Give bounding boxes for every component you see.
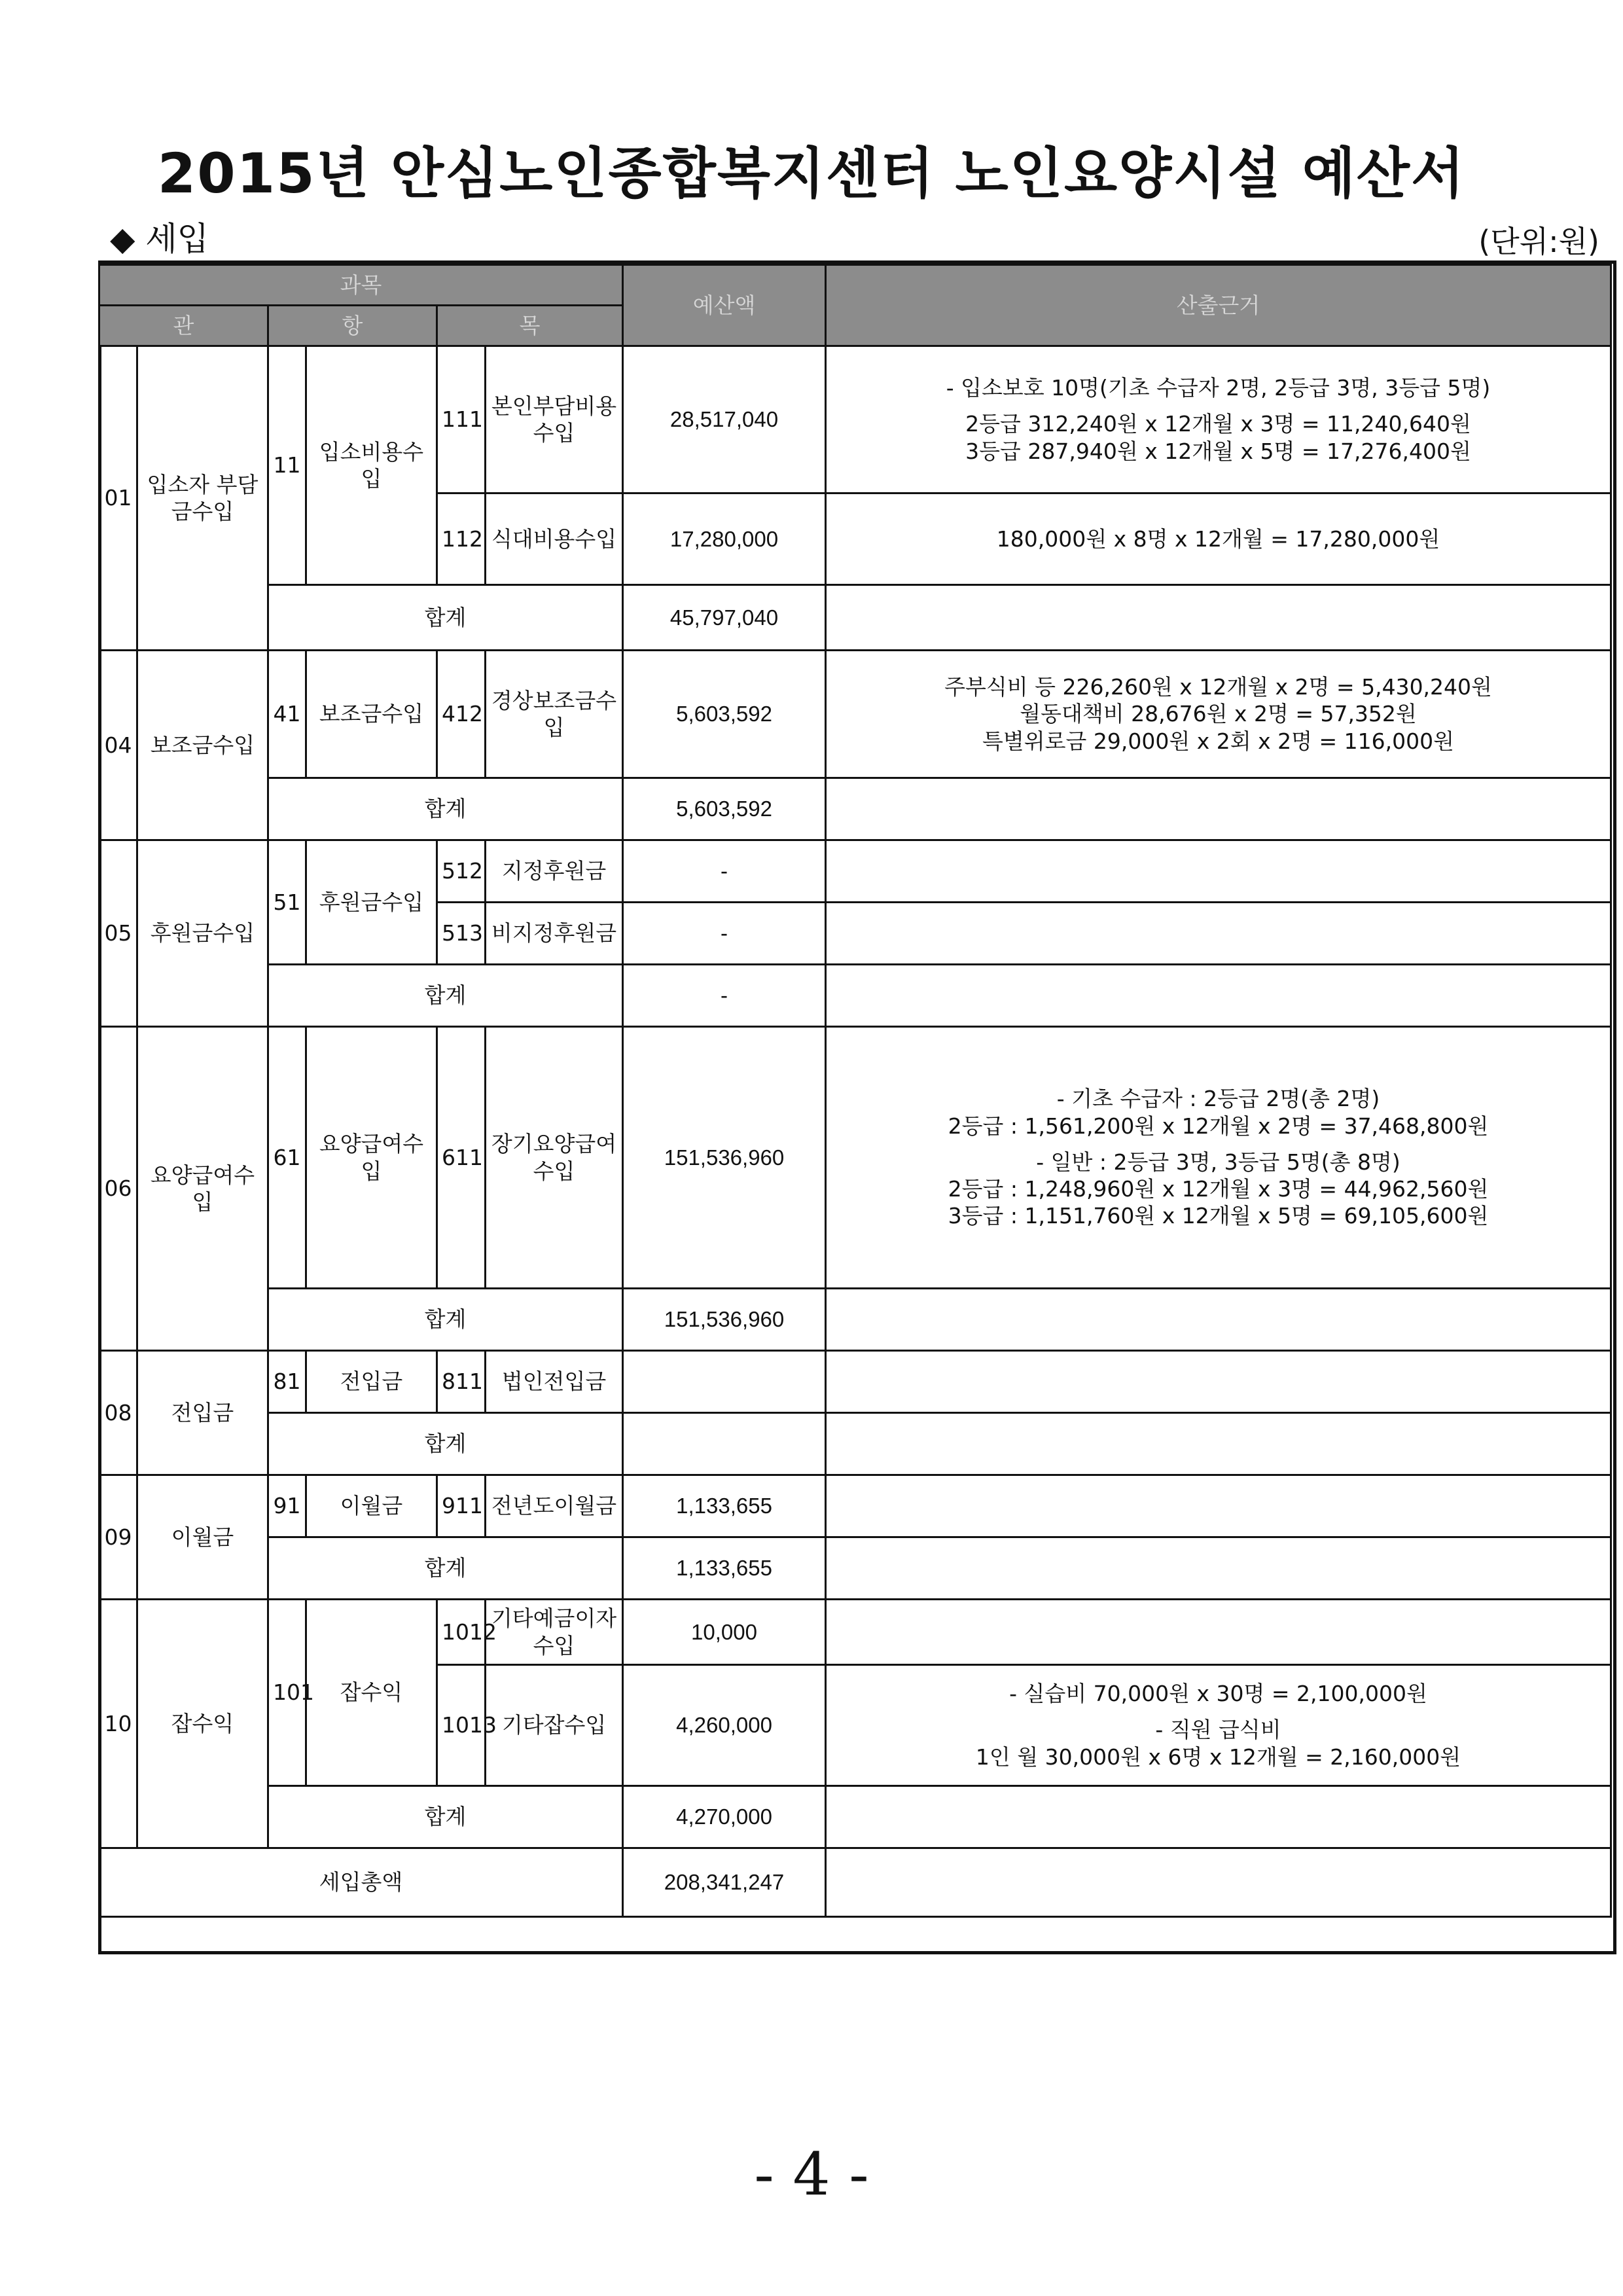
hang-name: 요양급여수입: [306, 1027, 437, 1289]
empty-basis: [826, 840, 1611, 903]
mok-code: 112: [437, 493, 486, 585]
basis-line: 3등급 287,940원 x 12개월 x 5명 = 17,276,400원: [965, 438, 1471, 464]
basis-line: - 실습비 70,000원 x 30명 = 2,100,000원: [1009, 1681, 1427, 1707]
amount: [623, 1351, 826, 1413]
empty-basis: [826, 1600, 1611, 1665]
empty-basis: [826, 1475, 1611, 1537]
total-label: 합계: [268, 1413, 623, 1475]
amount: 10,000: [623, 1600, 826, 1665]
basis-line: - 입소보호 10명(기초 수급자 2명, 2등급 3명, 3등급 5명): [946, 375, 1491, 401]
hang-name: 후원금수입: [306, 840, 437, 965]
hang-name: 입소비용수입: [306, 346, 437, 585]
header-mok: 목: [437, 306, 623, 346]
total-label: 합계: [268, 965, 623, 1027]
amount: -: [623, 903, 826, 965]
basis: [826, 1665, 1611, 1786]
empty-basis: [826, 778, 1611, 840]
page-number: - 4 -: [754, 2140, 869, 2209]
hang-name: 보조금수입: [306, 651, 437, 778]
budget-table: [98, 264, 1612, 1918]
mok-name: 전년도이월금: [486, 1475, 623, 1537]
header-basis: 산출근거: [826, 265, 1611, 346]
gwan-name: 입소자 부담금수입: [137, 346, 268, 651]
gwan-code: 10: [99, 1600, 137, 1848]
hang-code: 41: [268, 651, 306, 778]
mok-code: 811: [437, 1351, 486, 1413]
table-row: [99, 1600, 1611, 1665]
empty-basis: [826, 1351, 1611, 1413]
hang-code: 81: [268, 1351, 306, 1413]
basis-line: 특별위로금 29,000원 x 2회 x 2명 = 116,000원: [982, 728, 1454, 754]
empty-basis: [826, 585, 1611, 651]
empty-basis: [826, 965, 1611, 1027]
total-label: 합계: [268, 585, 623, 651]
basis-line: 2등급 312,240원 x 12개월 x 3명 = 11,240,640원: [965, 411, 1471, 437]
header-hang: 항: [268, 306, 437, 346]
gwan-code: 09: [99, 1475, 137, 1600]
total-amount: 4,270,000: [623, 1786, 826, 1848]
basis-line: 2등급 : 1,561,200원 x 12개월 x 2명 = 37,468,800원: [948, 1113, 1489, 1139]
gwan-name: 이월금: [137, 1475, 268, 1600]
mok-name: 본인부담비용수입: [486, 346, 623, 493]
amount: 17,280,000: [623, 493, 826, 585]
section-label: ◆ 세입: [110, 220, 209, 258]
gwan-name: 잡수익: [137, 1600, 268, 1848]
grand-total-amount: 208,341,247: [623, 1848, 826, 1917]
total-label: 합계: [268, 778, 623, 840]
basis: [826, 651, 1611, 778]
mok-code: 1013: [437, 1665, 486, 1786]
hang-code: 91: [268, 1475, 306, 1537]
table-row: [99, 1475, 1611, 1537]
mok-name: 장기요양급여수입: [486, 1027, 623, 1289]
mok-name: 지정후원금: [486, 840, 623, 903]
empty-basis: [826, 1413, 1611, 1475]
empty-basis: [826, 1289, 1611, 1351]
mok-name: 식대비용수입: [486, 493, 623, 585]
total-amount: -: [623, 965, 826, 1027]
basis-line: 3등급 : 1,151,760원 x 12개월 x 5명 = 69,105,600원: [948, 1203, 1489, 1229]
basis: [826, 1027, 1611, 1289]
table-row: [99, 346, 1611, 493]
header-gwan: 관: [99, 306, 268, 346]
basis-line: - 직원 급식비: [1155, 1717, 1281, 1743]
hang-code: 51: [268, 840, 306, 965]
table-row: [99, 651, 1611, 778]
hang-code: 11: [268, 346, 306, 585]
header-gwamok: 과목: [99, 265, 623, 306]
gwan-name: 보조금수입: [137, 651, 268, 840]
mok-name: 법인전입금: [486, 1351, 623, 1413]
gwan-name: 후원금수입: [137, 840, 268, 1027]
document-title: 2015년 안심노인종합복지센터 노인요양시설 예산서: [157, 141, 1466, 206]
hang-code: 61: [268, 1027, 306, 1289]
total-amount: [623, 1413, 826, 1475]
mok-code: 611: [437, 1027, 486, 1289]
mok-code: 1012: [437, 1600, 486, 1665]
total-row: [99, 778, 1611, 840]
header-amount: 예산액: [623, 265, 826, 346]
amount: 151,536,960: [623, 1027, 826, 1289]
total-row: [99, 1413, 1611, 1475]
basis-line: 1인 월 30,000원 x 6명 x 12개월 = 2,160,000원: [975, 1744, 1461, 1770]
amount: 5,603,592: [623, 651, 826, 778]
grand-total-label: 세입총액: [99, 1848, 623, 1917]
table-row: [99, 840, 1611, 903]
basis-line: 2등급 : 1,248,960원 x 12개월 x 3명 = 44,962,560원: [948, 1176, 1489, 1202]
total-label: 합계: [268, 1289, 623, 1351]
total-amount: 1,133,655: [623, 1537, 826, 1600]
mok-name: 비지정후원금: [486, 903, 623, 965]
hang-name: 전입금: [306, 1351, 437, 1413]
mok-code: 111: [437, 346, 486, 493]
total-amount: 45,797,040: [623, 585, 826, 651]
table-row: [99, 1027, 1611, 1289]
empty-basis: [826, 1786, 1611, 1848]
total-amount: 5,603,592: [623, 778, 826, 840]
empty-basis: [826, 1848, 1611, 1917]
mok-name: 기타예금이자수입: [486, 1600, 623, 1665]
amount: -: [623, 840, 826, 903]
total-label: 합계: [268, 1786, 623, 1848]
gwan-name: 요양급여수입: [137, 1027, 268, 1351]
mok-name: 기타잡수입: [486, 1665, 623, 1786]
total-row: [99, 1786, 1611, 1848]
gwan-name: 전입금: [137, 1351, 268, 1475]
total-row: [99, 1289, 1611, 1351]
gwan-code: 08: [99, 1351, 137, 1475]
gwan-code: 06: [99, 1027, 137, 1351]
total-row: [99, 965, 1611, 1027]
amount: 4,260,000: [623, 1665, 826, 1786]
empty-basis: [826, 903, 1611, 965]
basis-line: - 일반 : 2등급 3명, 3등급 5명(총 8명): [1036, 1149, 1400, 1175]
gwan-code: 04: [99, 651, 137, 840]
total-row: [99, 1537, 1611, 1600]
total-row: [99, 585, 1611, 651]
hang-code: 101: [268, 1600, 306, 1786]
basis: [826, 346, 1611, 493]
basis-line: 주부식비 등 226,260원 x 12개월 x 2명 = 5,430,240원: [944, 674, 1492, 700]
hang-name: 이월금: [306, 1475, 437, 1537]
mok-code: 512: [437, 840, 486, 903]
mok-code: 412: [437, 651, 486, 778]
hang-name: 잡수익: [306, 1600, 437, 1786]
unit-label: (단위:원): [1478, 224, 1599, 259]
gwan-code: 05: [99, 840, 137, 1027]
basis-line: - 기초 수급자 : 2등급 2명(총 2명): [1056, 1086, 1380, 1112]
total-amount: 151,536,960: [623, 1289, 826, 1351]
gwan-code: 01: [99, 346, 137, 651]
basis-line: 180,000원 x 8명 x 12개월 = 17,280,000원: [996, 526, 1440, 552]
total-label: 합계: [268, 1537, 623, 1600]
mok-name: 경상보조금수입: [486, 651, 623, 778]
mok-code: 513: [437, 903, 486, 965]
basis-line: 월동대책비 28,676원 x 2명 = 57,352원: [1020, 701, 1417, 727]
empty-basis: [826, 1537, 1611, 1600]
mok-code: 911: [437, 1475, 486, 1537]
table-row: [99, 1351, 1611, 1413]
amount: 1,133,655: [623, 1475, 826, 1537]
grand-total-row: [99, 1848, 1611, 1917]
amount: 28,517,040: [623, 346, 826, 493]
basis: [826, 493, 1611, 585]
